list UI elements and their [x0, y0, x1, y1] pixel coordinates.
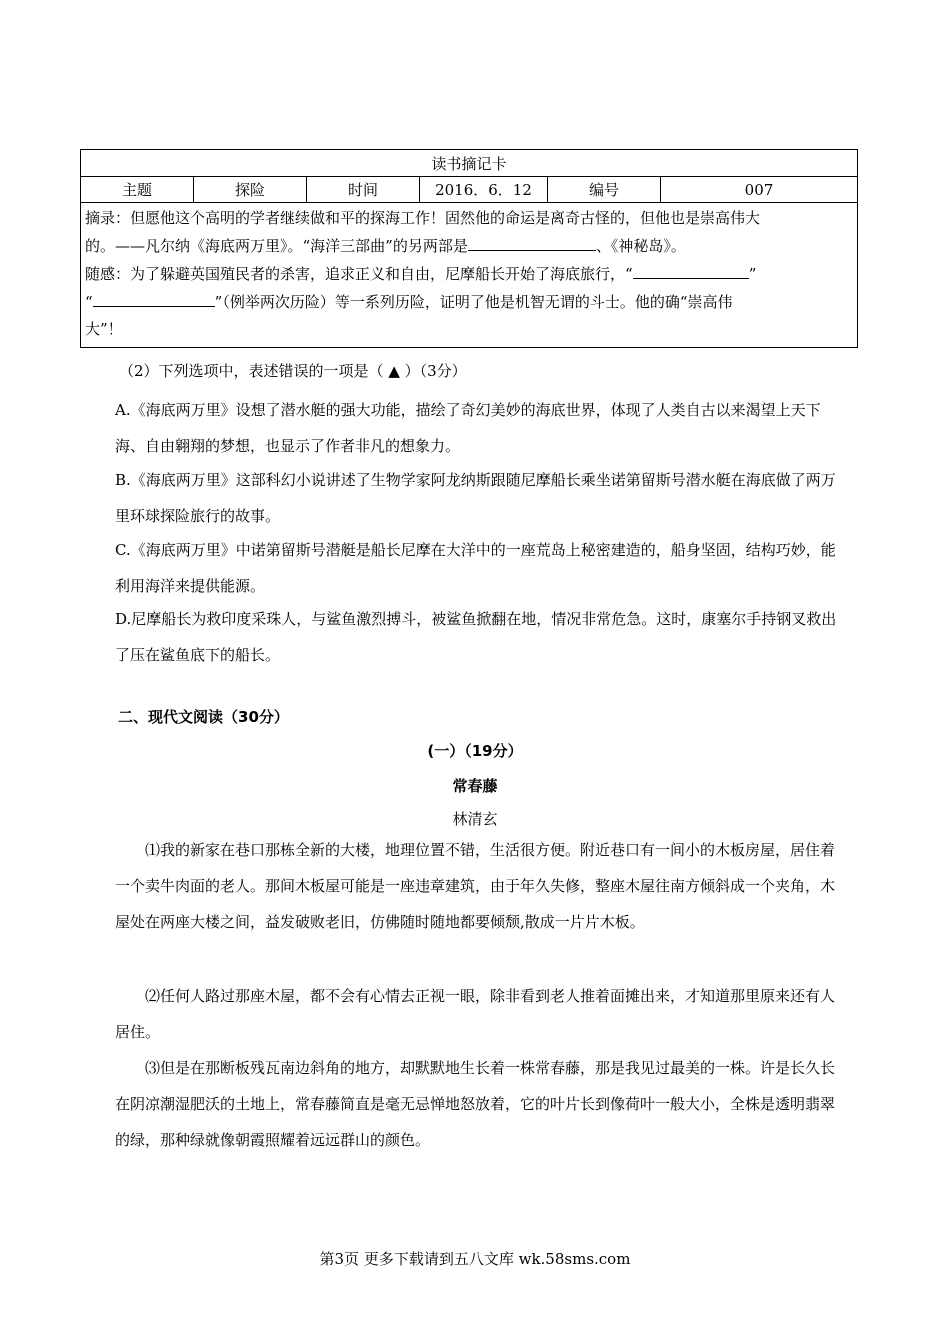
article-paragraph: ⑴我的新家在巷口那栋全新的大楼，地理位置不错，生活很方便。附近巷口有一间小的木板房屋，居住着一个卖牛肉面的老人。那间木板屋可能是一座违章建筑，由于年久失修，整座木屋往南方倾斜成一个夹角，木屋处在两座大楼之间，益发破败老旧，仿佛随时随地都要倾颓,散成一片片木板。: [115, 841, 836, 931]
card-header-cell: 主题: [81, 177, 194, 203]
reading-note-card: [80, 149, 858, 348]
excerpt-line: 的。——凡尔纳《海底两万里》。“海洋三部曲”的另两部是 、《神秘岛》。: [85, 232, 853, 260]
subsection-heading: (一）（19分）: [427, 742, 523, 760]
option-d: D.尼摩船长为救印度采珠人，与鲨鱼激烈搏斗，被鲨鱼掀翻在地，情况非常危急。这时，康塞尔手持钢叉救出了压在鲨鱼底下的船长。: [115, 610, 837, 664]
answer-blank[interactable]: [468, 232, 596, 251]
article-author: 林清玄: [452, 810, 498, 828]
question-text: （2）下列选项中，表述错误的一项是（ ▲ ）（3分）: [119, 362, 467, 380]
article-title: 常春藤: [452, 777, 498, 795]
answer-blank[interactable]: [633, 260, 749, 279]
thought-line: “ ”（例举两次历险）等一系列历险，证明了他是机智无谓的斗士。他的确“崇高伟: [85, 288, 853, 316]
option-c: C.《海底两万里》中诺第留斯号潜艇是船长尼摩在大洋中的一座荒岛上秘密建造的，船身坚固，结构巧妙，能利用海洋来提供能源。: [115, 541, 836, 595]
card-header-cell: 007: [661, 177, 858, 203]
section-heading: 二、现代文阅读（30分）: [118, 708, 289, 726]
card-header-cell: 编号: [548, 177, 661, 203]
thought-line: 大”！: [85, 320, 123, 338]
card-header-cell: 2016．6．12: [420, 177, 548, 203]
article-paragraph: ⑵任何人路过那座木屋，都不会有心情去正视一眼，除非看到老人推着面摊出来，才知道那里原来还有人居住。: [115, 987, 836, 1041]
option-a: A.《海底两万里》设想了潜水艇的强大功能，描绘了奇幻美妙的海底世界，体现了人类自古以来渴望上天下海、自由翱翔的梦想，也显示了作者非凡的想象力。: [115, 401, 821, 455]
card-body: [81, 203, 858, 348]
card-header-row: [81, 177, 858, 203]
excerpt-line: 摘录：但愿他这个高明的学者继续做和平的探海工作！固然他的命运是离奇古怪的，但他也是崇高伟大: [85, 209, 761, 227]
answer-blank[interactable]: [93, 288, 215, 307]
card-header-cell: 探险: [194, 177, 307, 203]
page-footer: 第3页 更多下载请到五八文库 wk.58sms.com: [319, 1250, 631, 1268]
article-paragraph: ⑶但是在那断板残瓦南边斜角的地方，却默默地生长着一株常春藤，那是我见过最美的一株。许是长久长在阴凉潮湿肥沃的土地上，常春藤简直是毫无忌惮地怒放着，它的叶片长到像荷叶一般大小，全株是透明翡翠的绿，那种绿就像朝霞照耀着远远群山的颜色。: [115, 1059, 836, 1149]
thought-line: 随感：为了躲避英国殖民者的杀害，追求正义和自由，尼摩船长开始了海底旅行，“ ”: [85, 260, 853, 288]
card-title: 读书摘记卡: [81, 150, 858, 177]
option-b: B.《海底两万里》这部科幻小说讲述了生物学家阿龙纳斯跟随尼摩船长乘坐诺第留斯号潜水艇在海底做了两万里环球探险旅行的故事。: [115, 471, 836, 525]
card-header-cell: 时间: [307, 177, 420, 203]
